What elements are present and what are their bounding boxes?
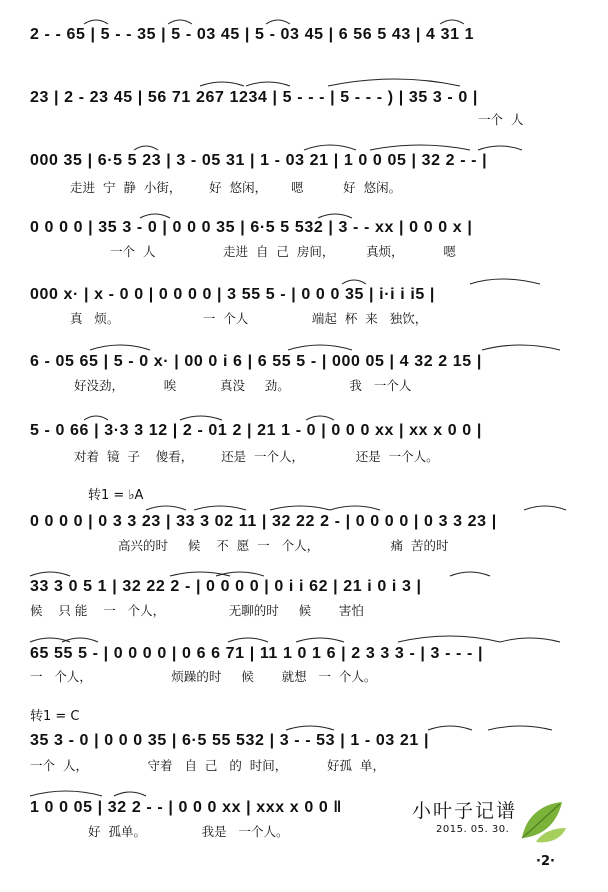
lyrics-row-9: 候 只 能 一 个人， 无聊的时 候 害怕 [30,603,364,618]
lyrics-row-3: 走进 宁 静 小街， 好 悠闲， 嗯 好 悠闲。 [70,180,402,195]
lyrics-row-5: 真 烦。 一 个人 端起 杯 来 独饮， [70,311,428,326]
notation-row-3: 000 35 | 6·5 5 23 | 3 - 05 31 | 1 - 03 21 | 1 0 0 05 | 32 2 - - | [30,152,488,169]
key-change-label: 转1 = C [30,709,80,724]
notation-row-7: 5 - 0 66 | 3·3 3 12 | 2 - 01 2 | 21 1 - 0 | 0 0 0 xx | xx x 0 0 | [30,422,482,439]
lyrics-row-6: 好没劲， 唉 真没 劲。 我 一个人 [74,378,412,393]
notation-row-10: 65 55 5 - | 0 0 0 0 | 0 6 6 71 | 11 1 0 1 6 | 2 3 3 3 - | 3 - - - | [30,645,484,662]
notation-row-12: 1 0 0 05 | 32 2 - - | 0 0 0 xx | xxx x 0 0 ‖ [30,799,342,816]
lyrics-row-11: 一个 人， 守着 自 己 的 时间， 好孤 单， [30,758,385,773]
transcription-date: 2015. 05. 30. [436,824,510,835]
notation-row-11: 35 3 - 0 | 0 0 0 35 | 6·5 55 532 | 3 - - 53 | 1 - 03 21 | [30,732,430,749]
notation-row-8: 0 0 0 0 | 0 3 3 23 | 33 3 02 11 | 32 22 2 - | 0 0 0 0 | 0 3 3 23 | [30,513,497,530]
page-number: ·2· [536,854,555,869]
notation-row-4: 0 0 0 0 | 35 3 - 0 | 0 0 0 35 | 6·5 5 532 | 3 - - xx | 0 0 0 x | [30,219,473,236]
notation-row-2: 23 | 2 - 23 45 | 56 71 267 1234 | 5 - - - | 5 - - - ) | 35 3 - 0 | [30,89,478,106]
notation-row-1: 2 - - 65 | 5 - - 35 | 5 - 03 45 | 5 - 03 45 | 6 56 5 43 | 4 31 1 [30,26,475,43]
lyrics-row-7: 对着 镜 子 傻看， 还是 一个人， 还是 一个人。 [74,449,439,464]
lyrics-row-4: 一个 人 走进 自 己 房间， 真烦， 嗯 [110,244,456,259]
lyrics-row-8: 高兴的时 候 不 愿 一 个人， 痛 苦的时 [118,538,449,553]
notation-row-5: 000 x· | x - 0 0 | 0 0 0 0 | 3 55 5 - | 0 0 0 35 | i·i i i5 | [30,286,435,303]
key-change-label: 转1 = ♭A [88,488,144,503]
lyrics-row-10: 一 个人， 烦躁的时 候 就想 一 个人。 [30,669,377,684]
notation-row-6: 6 - 05 65 | 5 - 0 x· | 00 0 i 6 | 6 55 5 - | 000 05 | 4 32 2 15 | [30,353,482,370]
lyrics-row-2: 一个 人 [478,112,524,127]
transcriber-signature: 小叶子记谱 [412,800,518,822]
leaf-icon [516,798,568,846]
lyrics-row-12: 好 孤单。 我是 一个人。 [88,824,289,839]
notation-row-9: 33 3 0 5 1 | 32 22 2 - | 0 0 0 0 | 0 i i 62 | 21 i 0 i 3 | [30,578,422,595]
